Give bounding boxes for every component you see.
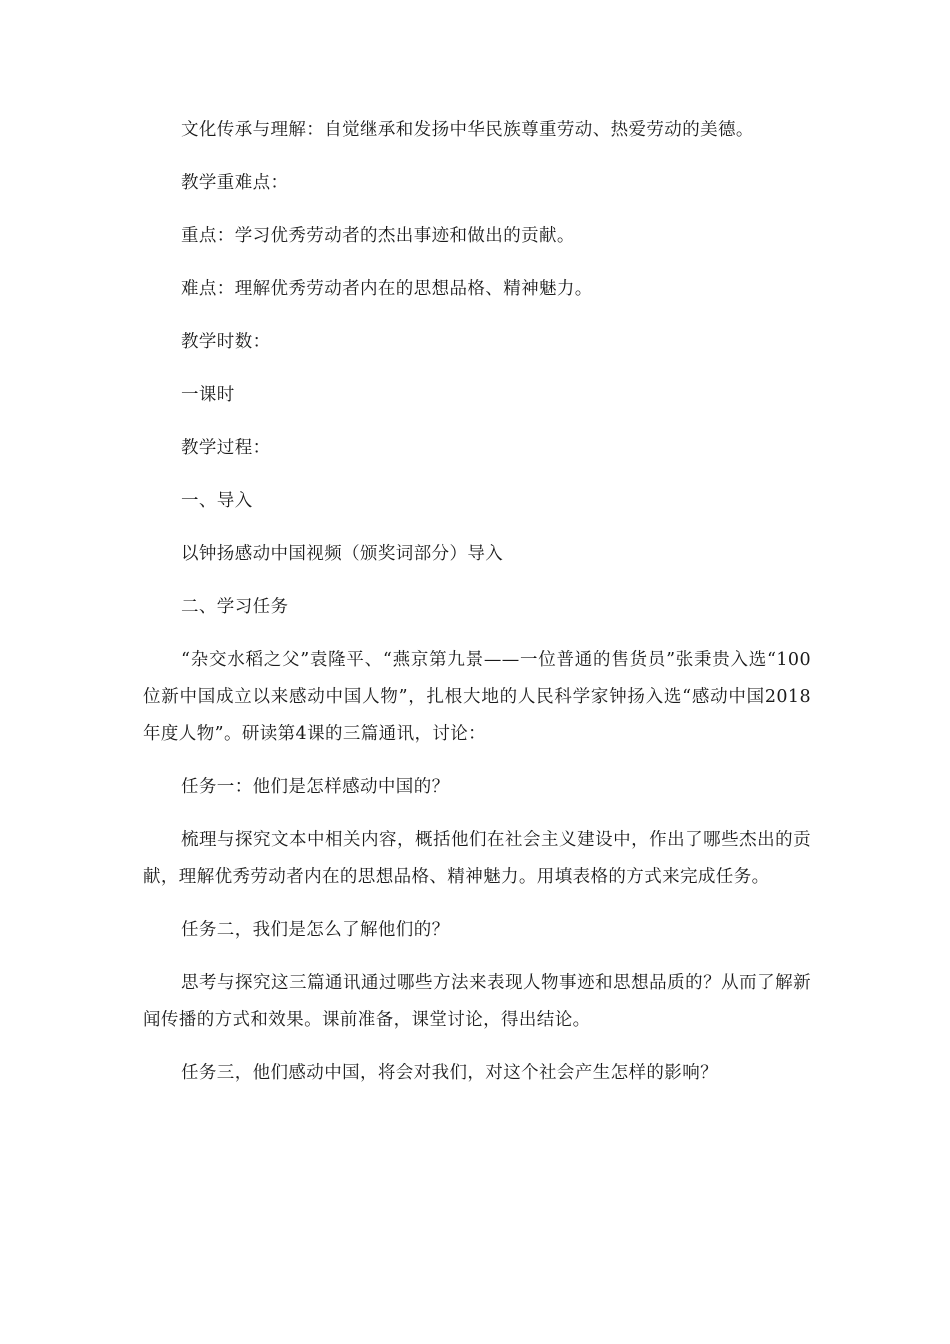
- paragraph-task-one-detail: 梳理与探究文本中相关内容，概括他们在社会主义建设中，作出了哪些杰出的贡献，理解优秀劳动者内在的思想品格、精神魅力。用填表格的方式来完成任务。: [143, 830, 811, 887]
- document-body: [143, 112, 811, 1092]
- paragraph-task-three: 任务三，他们感动中国，将会对我们，对这个社会产生怎样的影响？: [181, 1063, 718, 1083]
- heading-key-difficulties: 教学重难点：: [181, 173, 289, 193]
- paragraph-figures-intro: “杂交水稻之父”袁隆平、“燕京第九景——一位普通的售货员”张秉贵入选“100位新中国成立以来感动中国人物”，扎根大地的人民科学家钟扬入选“感动中国2018年度人物”。研读第4课的三篇通讯，讨论：: [143, 650, 811, 744]
- paragraph-task-two-detail: 思考与探究这三篇通讯通过哪些方法来表现人物事迹和思想品质的？从而了解新闻传播的方式和效果。课前准备，课堂讨论，得出结论。: [143, 973, 811, 1030]
- heading-teaching-hours: 教学时数：: [181, 332, 271, 352]
- paragraph-task-one: 任务一：他们是怎样感动中国的？: [181, 777, 450, 797]
- heading-introduction: 一、导入: [181, 491, 253, 511]
- heading-teaching-process: 教学过程：: [181, 438, 271, 458]
- paragraph-culture-inheritance: 文化传承与理解：自觉继承和发扬中华民族尊重劳动、热爱劳动的美德。: [181, 120, 754, 140]
- heading-learning-tasks: 二、学习任务: [181, 597, 289, 617]
- paragraph-one-lesson: 一课时: [181, 385, 235, 405]
- paragraph-task-two: 任务二，我们是怎么了解他们的？: [181, 920, 450, 940]
- paragraph-introduction-video: 以钟扬感动中国视频（颁奖词部分）导入: [181, 544, 504, 564]
- paragraph-key-point: 重点：学习优秀劳动者的杰出事迹和做出的贡献。: [181, 226, 575, 246]
- paragraph-difficult-point: 难点：理解优秀劳动者内在的思想品格、精神魅力。: [181, 279, 593, 299]
